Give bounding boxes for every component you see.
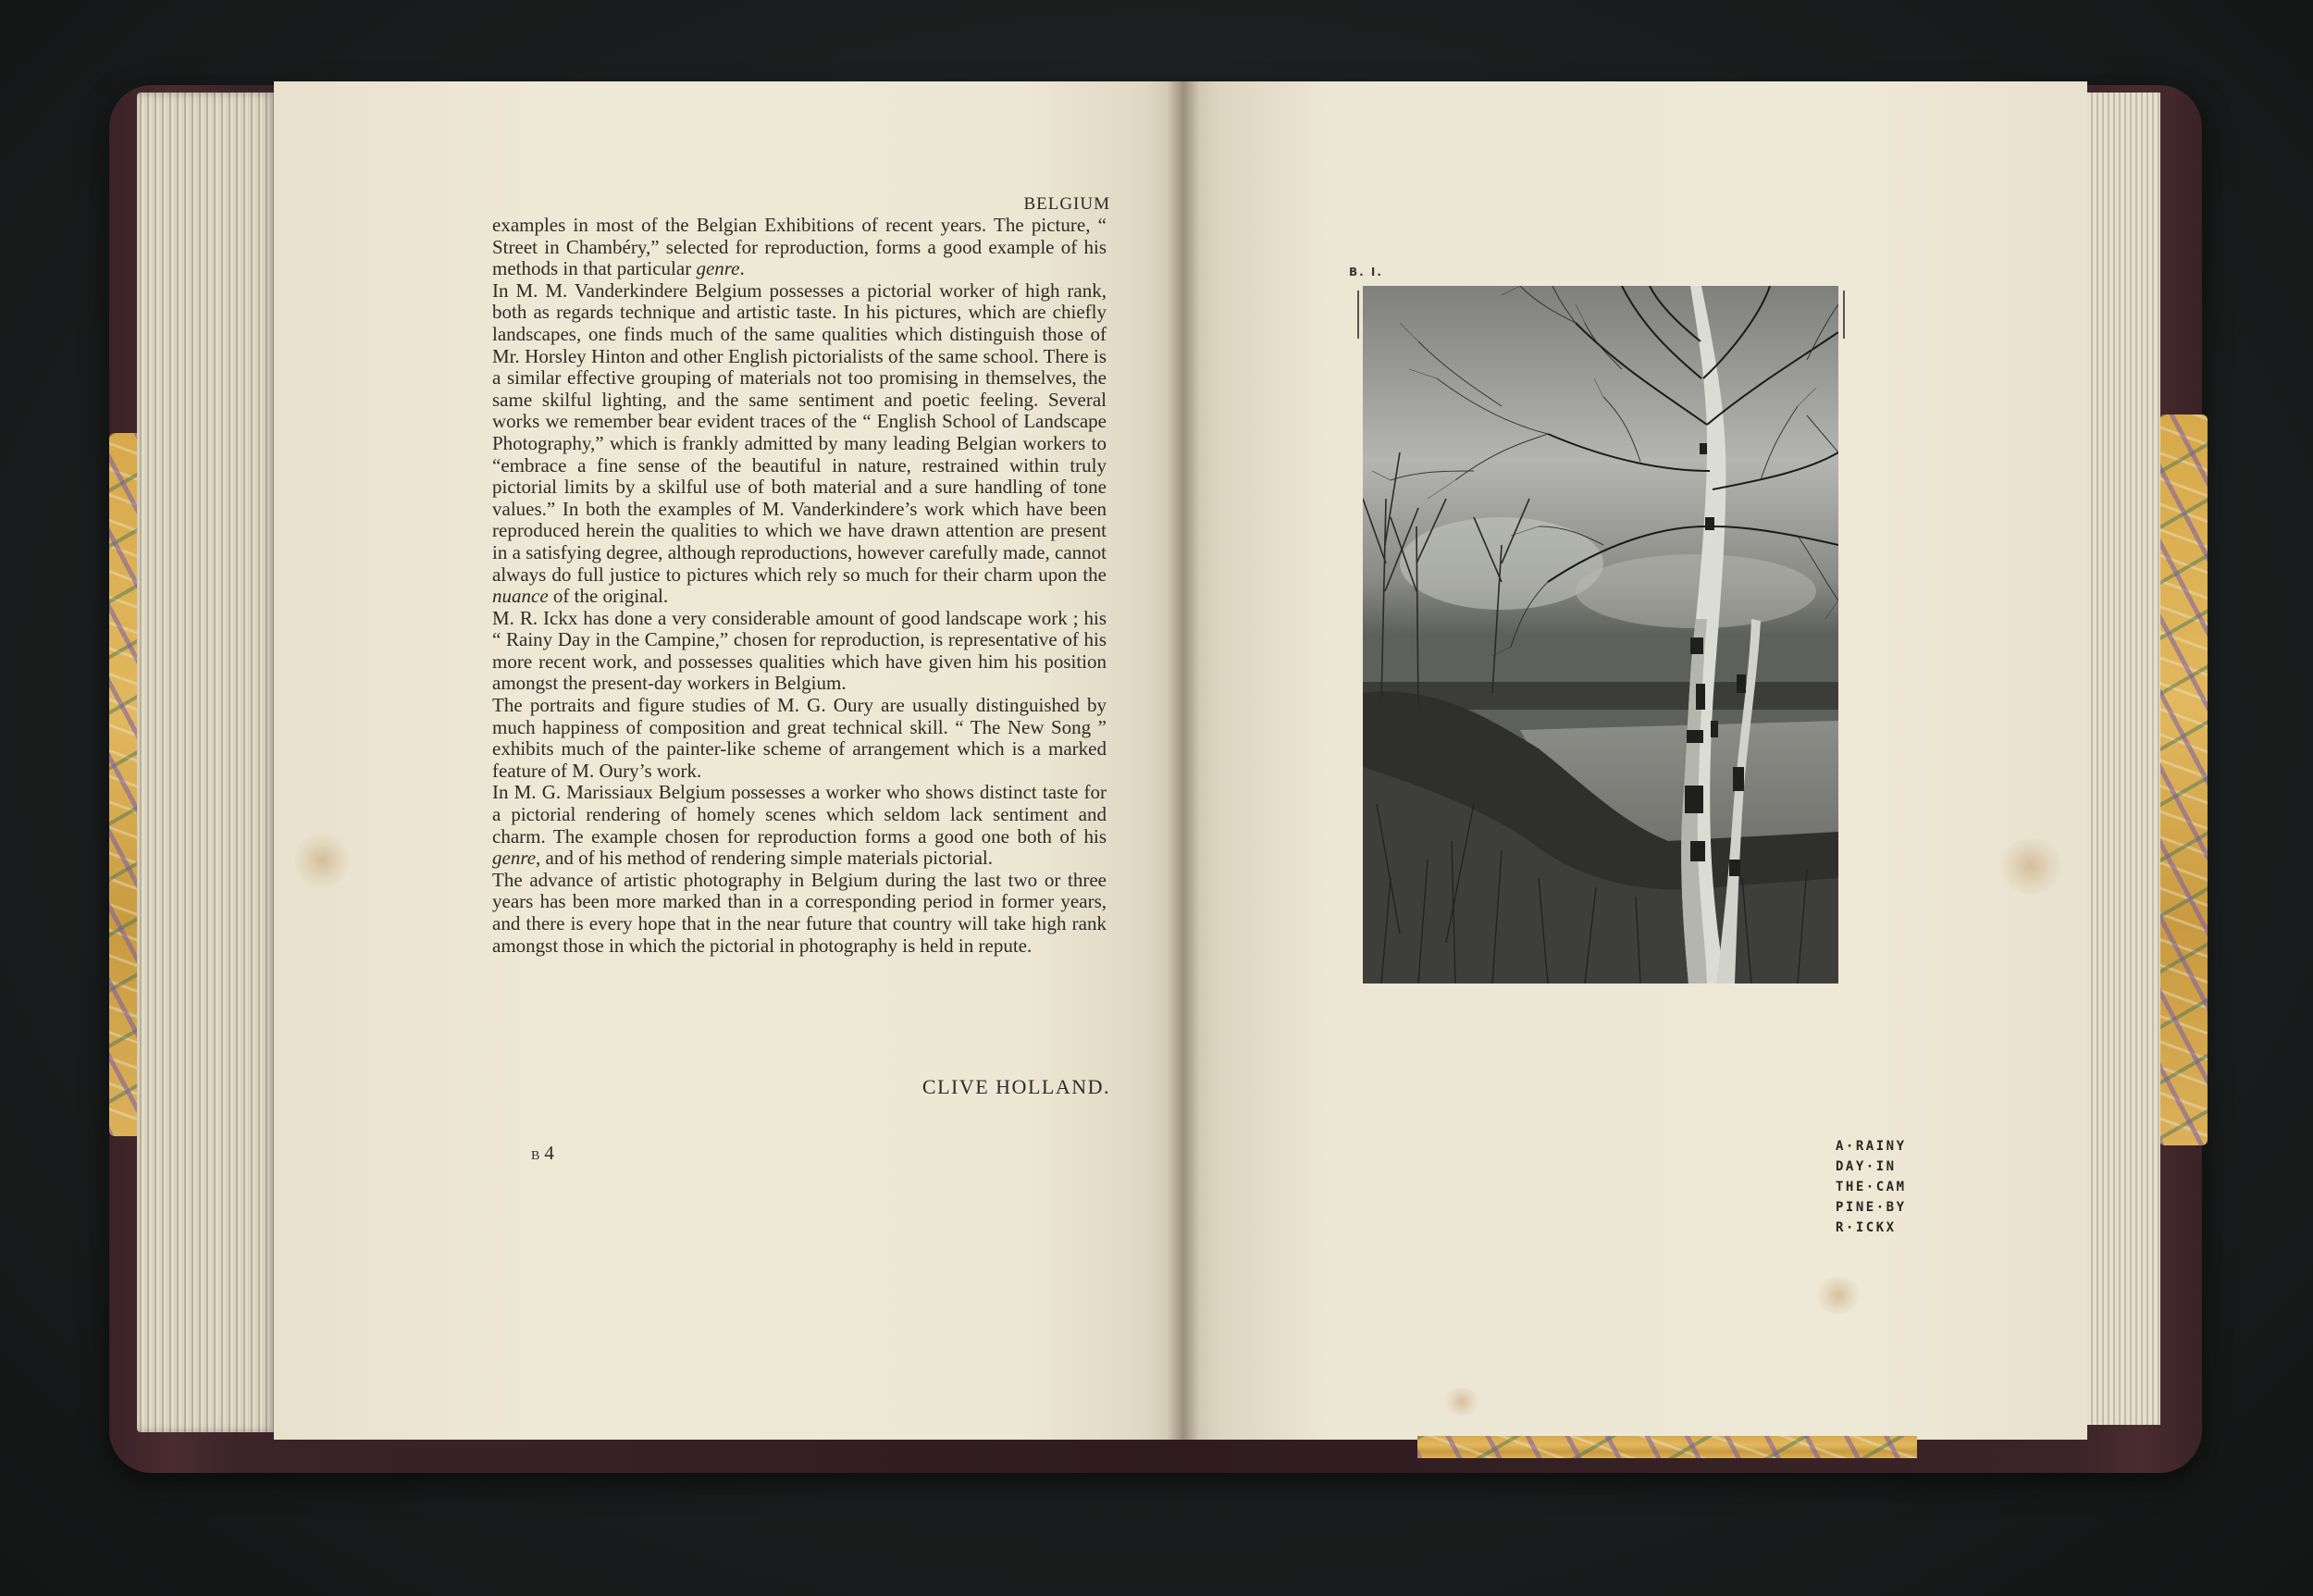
paragraph-text: In M. M. Vanderkindere Belgium possesses a pictorial worker of high rank, both as regards technique and artistic taste. In his pictures, which are chiefly landscapes, one finds much of the same qualities which distinguish those of Mr. Horsley Hinton and other English pictorialists of the same school. There is a similar effective grouping of materials not too promising in themselves, the same skilful lighting, and the same sentiment and poetic feeling. Several works we remember bear evident traces of the “ English School of Landscape Photography,” which is frankly admitted by many leading Belgian workers to “embrace a fine sense of the beautiful in nature, restrained within truly pictorial limits by a skilful use of both material and a sure handling of tone values.” In both the examples of M. Vanderkindere’s work which have been reproduced herein the qualities to which we have drawn attention are present in a satisfying degree, although reproductions, however carefully made, cannot always do full justice to pictures which rely so much for their charm upon the [492,278,1107,586]
paragraph [492,695,1107,782]
article-body [492,215,1107,957]
foxing-spot [294,833,350,888]
paragraph-text: examples in most of the Belgian Exhibitions of recent years. The picture, “ Street in Chambéry,” selected for reproduction, forms a good example of his methods in that particular [492,214,1107,280]
paragraph-text: In M. G. Marissiaux Belgium possesses a worker who shows distinct taste for a pictorial rendering of homely scenes which seldom lack sentiment and charm. The example chosen for reproduction forms a good one both of his [492,781,1107,847]
plate-label: B. I. [1349,266,1383,278]
foxing-spot [1998,838,2063,894]
italic-term: genre [492,847,537,870]
caption-line: R·ICKX [1836,1220,1897,1235]
paragraph-text: of the original. [548,585,669,608]
paragraph [492,215,1107,280]
foxing-spot [1815,1277,1862,1314]
paragraph [492,870,1107,957]
signature-mark-letter: B [531,1149,541,1163]
plate-caption [1836,1136,1919,1238]
signature-mark-number: 4 [544,1142,554,1164]
book-gutter [1168,81,1199,1440]
caption-line: DAY·IN [1836,1159,1897,1174]
paragraph-text: The advance of artistic photography in Belgium during the last two or three years has been more marked than in a corresponding period in former years, and there is every hope that in the near future that country will take high rank amongst those in which the pictorial in photography is held in repute. [492,868,1107,957]
signature-mark [531,1142,554,1165]
paragraph [492,280,1107,608]
paragraph-text: . [739,257,745,280]
caption-line: A·RAINY [1836,1139,1907,1154]
plate-tick-right [1843,291,1845,339]
landscape-photograph [1363,286,1838,984]
paragraph [492,608,1107,695]
caption-line: PINE·BY [1836,1200,1907,1215]
plate-tick-left [1357,291,1359,339]
marbled-endpaper-right [2159,414,2208,1145]
foxing-spot [1443,1388,1480,1416]
paragraph [492,782,1107,869]
italic-term: genre [696,257,740,280]
page-block-left [137,93,276,1432]
italic-term: nuance [492,585,549,608]
running-head: BELGIUM [1023,194,1110,214]
paragraph-text: M. R. Ickx has done a very considerable amount of good landscape work ; his “ Rainy Day in the Campine,” chosen for reproduction, is representative of his more recent work, and possesses qualities which have given him his position amongst the present-day workers in Belgium. [492,606,1107,695]
paragraph-text: , and of his method of rendering simple materials pictorial. [536,847,993,870]
marbled-edge-bottom [1417,1436,1917,1458]
page-block-right [2082,93,2160,1425]
author-signature: CLIVE HOLLAND. [921,1075,1110,1098]
caption-line: THE·CAM [1836,1180,1907,1194]
paragraph-text: The portraits and figure studies of M. G. Oury are usually distinguished by much happiness of composition and great technical skill. “ The New Song ” exhibits much of the painter-like scheme of arrangement which is a marked feature of M. Oury’s work. [492,694,1107,782]
